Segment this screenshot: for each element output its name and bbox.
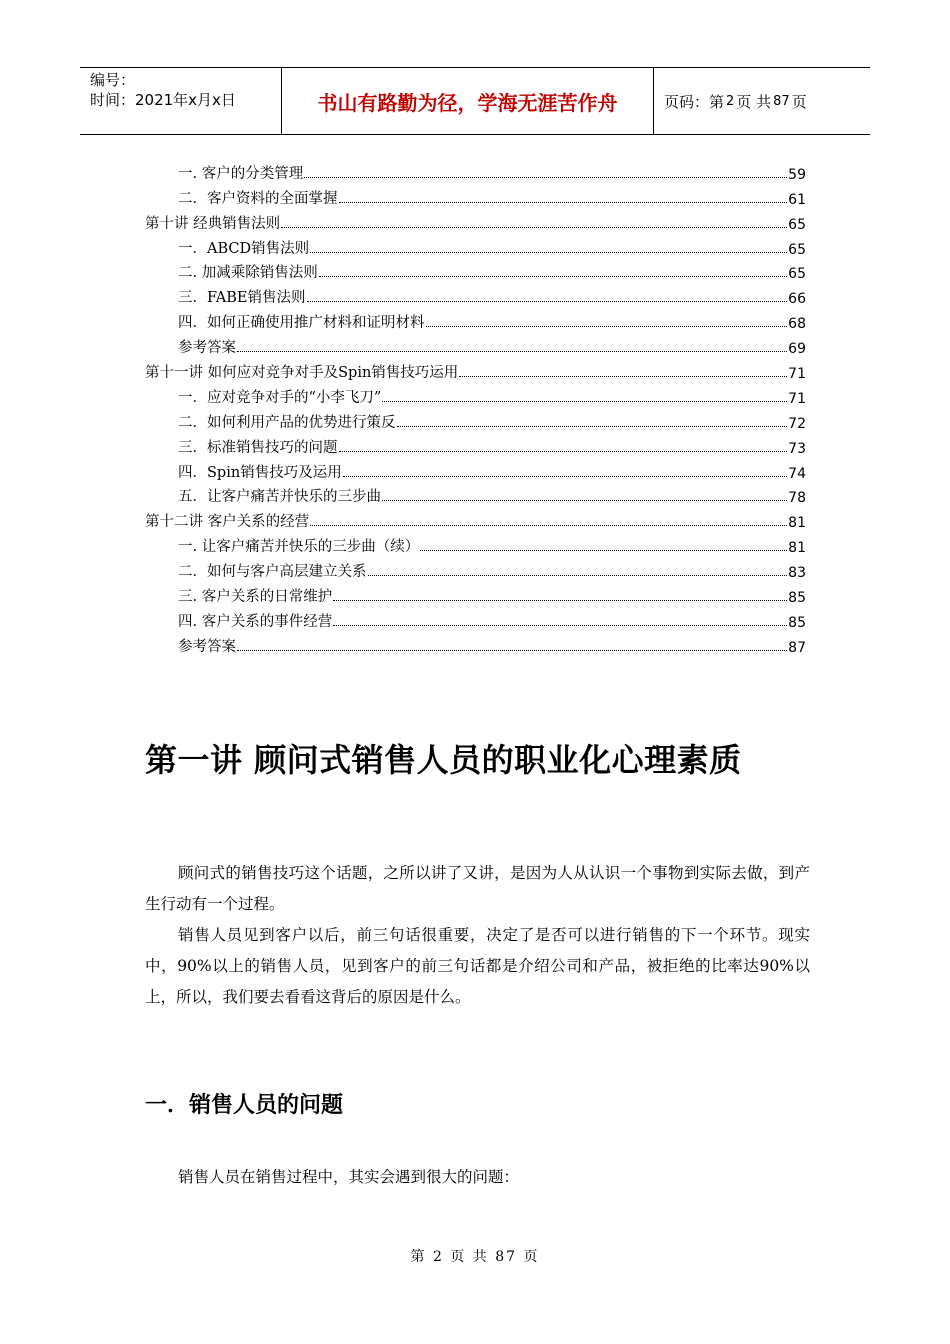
toc-entry[interactable] [145,581,806,606]
toc-dot-leader [319,275,787,277]
toc-entry-page: 83 [788,565,806,582]
toc-dot-leader [382,400,787,402]
toc-entry-page: 65 [788,241,806,258]
toc-dot-leader [343,475,787,477]
toc-entry[interactable] [145,556,806,581]
toc-entry-title: 二．客户资料的全面掌握 [178,190,338,207]
toc-entry-page: 71 [788,390,806,407]
toc-entry-title: 第十二讲 客户关系的经营 [145,514,310,531]
header-page-info [654,68,870,134]
toc-entry-title: 一. 让客户痛苦并快乐的三步曲（续） [178,539,420,556]
toc-entry-title: 第十一讲 如何应对竞争对手及Spin销售技巧运用 [145,365,459,382]
toc-entry-title: 参考答案 [178,638,236,655]
page-header [80,67,870,135]
toc-entry[interactable] [145,258,806,283]
toc-entry-page: 66 [788,291,806,308]
header-time-label: 时间：2021年x月x日 [90,91,236,109]
toc-dot-leader [310,524,787,526]
toc-dot-leader [339,450,788,452]
header-page-current: 2 [726,93,735,109]
toc-dot-leader [426,325,788,327]
toc-dot-leader [281,226,787,228]
header-page-total: 87 [773,93,790,109]
toc-dot-leader [368,574,788,576]
toc-entry[interactable] [145,631,806,656]
toc-entry-title: 四．Spin销售技巧及运用 [178,464,342,481]
header-page-prefix: 页码：第 [664,92,725,111]
toc-entry[interactable] [145,506,806,531]
toc-entry-page: 78 [788,490,806,507]
toc-dot-leader [459,375,787,377]
section-title: 一．销售人员的问题 [145,1093,344,1118]
chapter-title: 第一讲 顾问式销售人员的职业化心理素质 [145,741,742,779]
toc-entry-page: 69 [788,341,806,358]
header-page-suffix: 页 [791,92,807,111]
toc-entry-page: 71 [788,366,806,383]
toc-entry-page: 81 [788,515,806,532]
toc-entry-title: 一．ABCD销售法则 [178,240,310,257]
toc-entry-title: 一. 客户的分类管理 [178,165,304,182]
toc-entry-title: 三．FABE销售法则 [178,290,306,307]
toc-entry[interactable] [145,457,806,482]
toc-entry-page: 72 [788,415,806,432]
toc-entry-page: 85 [788,614,806,631]
toc-dot-leader [397,425,788,427]
toc-entry-page: 74 [788,465,806,482]
toc-dot-leader [304,176,787,178]
toc-entry-page: 81 [788,540,806,557]
toc-entry-page: 61 [788,191,806,208]
section-paragraph: 销售人员在销售过程中，其实会遇到很大的问题： [178,1168,520,1186]
toc-entry[interactable] [145,158,806,183]
toc-entry[interactable] [145,382,806,407]
toc-entry-title: 二．如何利用产品的优势进行策反 [178,414,396,431]
toc-dot-leader [333,599,787,601]
toc-dot-leader [333,624,787,626]
body-paragraph-2: 销售人员见到客户以后，前三句话很重要，决定了是否可以进行销售的下一个环节。现实中，90%以上的销售人员，见到客户的前三句话都是介绍公司和产品，被拒绝的比率达90%以上，所以，我们要去看看这背后的原因是什么。 [145,926,810,1006]
toc-dot-leader [307,300,788,302]
toc-entry-page: 85 [788,590,806,607]
toc-entry[interactable] [145,432,806,457]
toc-entry[interactable] [145,531,806,556]
toc-entry[interactable] [145,233,806,258]
toc-dot-leader [382,499,787,501]
toc-entry[interactable] [145,606,806,631]
toc-entry-page: 68 [788,316,806,333]
toc-entry-title: 二. 加减乘除销售法则 [178,265,318,282]
toc-entry[interactable] [145,282,806,307]
toc-entry-title: 一．应对竞争对手的“小李飞刀” [178,389,382,406]
toc-dot-leader [339,201,788,203]
toc-entry[interactable] [145,183,806,208]
toc-entry-title: 二．如何与客户高层建立关系 [178,564,367,581]
toc-entry-title: 三. 客户关系的日常维护 [178,589,333,606]
toc-entry[interactable] [145,307,806,332]
header-motto: 书山有路勤为径，学海无涯苦作舟 [282,68,654,134]
toc-dot-leader [420,549,787,551]
header-meta [80,68,282,134]
toc-dot-leader [237,350,787,352]
toc-entry-page: 87 [788,639,806,656]
header-number-label: 编号： [90,71,136,89]
toc-entry[interactable] [145,357,806,382]
toc-entry-title: 第十讲 经典销售法则 [145,215,281,232]
toc-entry-page: 59 [788,166,806,183]
page-footer: 第 2 页 共 87 页 [410,1249,540,1265]
header-page-mid: 页 共 [736,92,772,111]
toc-entry-title: 四．如何正确使用推广材料和证明材料 [178,315,425,332]
table-of-contents [145,158,806,656]
toc-entry-page: 65 [788,216,806,233]
toc-entry[interactable] [145,332,806,357]
toc-entry-page: 73 [788,440,806,457]
toc-entry[interactable] [145,407,806,432]
toc-entry-title: 三．标准销售技巧的问题 [178,439,338,456]
toc-entry-title: 参考答案 [178,340,236,357]
body-paragraph-1: 顾问式的销售技巧这个话题，之所以讲了又讲，是因为人从认识一个事物到实际去做，到产生行动有一个过程。 [145,864,810,913]
toc-entry-title: 四. 客户关系的事件经营 [178,613,333,630]
toc-entry-page: 65 [788,266,806,283]
toc-entry[interactable] [145,482,806,507]
toc-entry-title: 五．让客户痛苦并快乐的三步曲 [178,489,381,506]
toc-entry[interactable] [145,208,806,233]
toc-dot-leader [310,251,787,253]
toc-dot-leader [237,649,787,651]
